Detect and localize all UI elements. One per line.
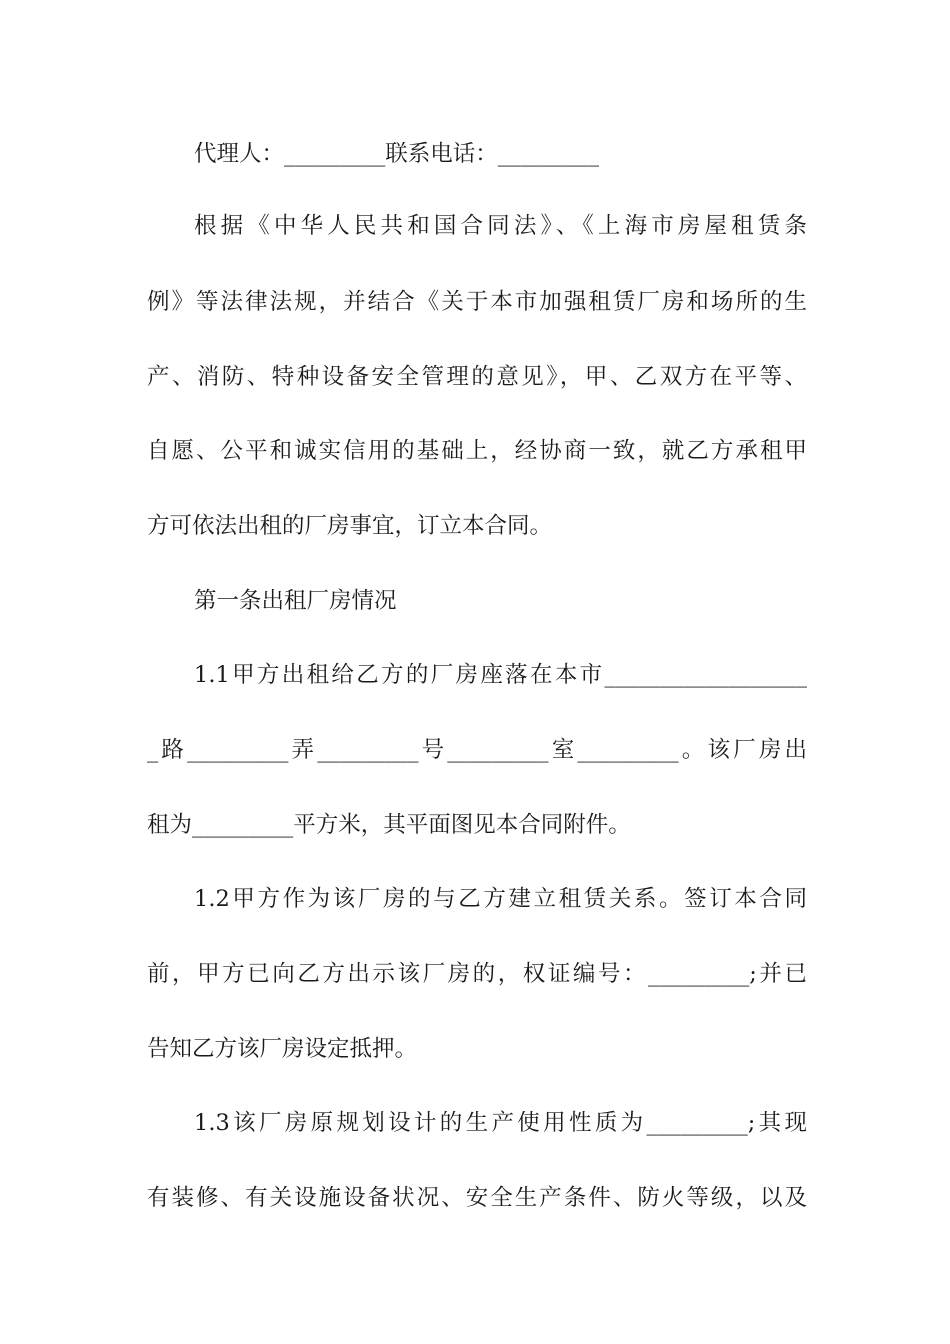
paragraph-line: 例》等法律法规，并结合《关于本市加强租赁厂房和场所的生 [147,289,807,315]
clause-line: 1.2甲方作为该厂房的与乙方建立租赁关系。签订本合同 [194,886,807,912]
paragraph-line: 根据《中华人民共和国合同法》、《上海市房屋租赁条 [194,213,807,239]
section-heading: 第一条出租厂房情况 [194,588,397,614]
clause-line: 告知乙方该厂房设定抵押。 [147,1036,418,1062]
clause-line: 前，甲方已向乙方出示该厂房的，权证编号：_________;并已 [147,961,807,987]
agent-contact-line: 代理人：_________联系电话：_________ [194,141,600,167]
clause-line: 租为_________平方米，其平面图见本合同附件。 [147,812,631,838]
clause-line: 1.1甲方出租给乙方的厂房座落在本市__________________ [194,662,807,688]
paragraph-line: 自愿、公平和诚实信用的基础上，经协商一致，就乙方承租甲 [147,438,807,464]
paragraph-line: 产、消防、特种设备安全管理的意见》，甲、乙双方在平等、 [147,364,807,390]
clause-line: 有装修、有关设施设备状况、安全生产条件、防火等级，以及 [147,1185,807,1211]
paragraph-line: 方可依法出租的厂房事宜，订立本合同。 [147,513,553,539]
clause-line: _路_________弄_________号_________室_________。该厂房出 [147,737,807,763]
clause-line: 1.3该厂房原规划设计的生产使用性质为_________;其现 [194,1110,807,1136]
